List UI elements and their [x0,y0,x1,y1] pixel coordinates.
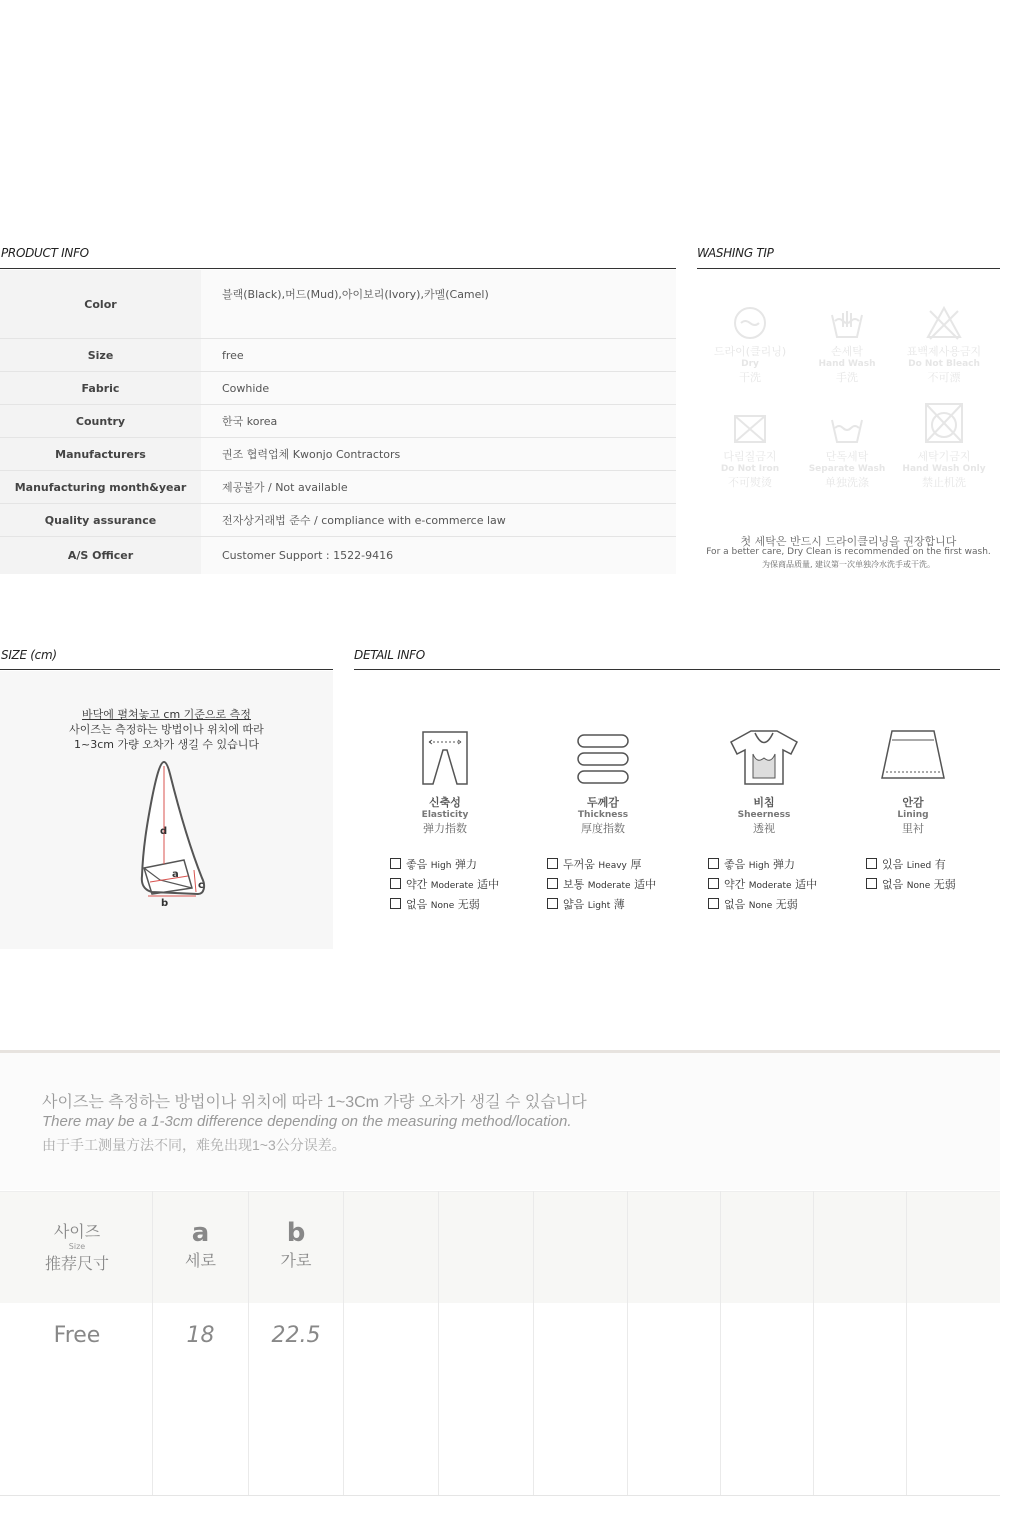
option-ko: 없음 [882,878,904,891]
option-zh: 有 [934,858,946,871]
option-elasticity-none[interactable] [390,896,480,912]
option-en: Moderate [748,881,792,891]
detail-thickness [543,732,663,836]
option-en: Lined [906,861,932,871]
size-chart-head-size [20,1219,134,1274]
wash-label-en: Hand Wash [818,359,876,369]
option-thickness-moderate[interactable] [547,876,656,892]
option-lining-lined[interactable] [866,856,946,872]
option-ko: 좋음 [724,858,746,871]
detail-sheerness [704,728,824,836]
washing-note-zh: 为保商品质量, 建议第一次单独冷水洗手或干洗。 [761,560,936,569]
option-en: Heavy [598,861,627,871]
wash-label-ko: 손세탁 [831,345,863,358]
sheerness-icon [729,728,799,788]
checkbox-icon[interactable] [708,898,719,909]
row-value: Cowhide [201,372,676,404]
size-chart-head-b [249,1218,343,1271]
washing-note-ko: 첫 세탁은 반드시 드라이클리닝을 권장합니다 [740,535,957,548]
wash-item-separate [799,410,895,490]
dim-label-a: a [172,869,179,880]
wash-label-en: Dry [741,359,759,369]
column-divider [906,1191,907,1495]
wash-label-en: Hand Wash Only [902,464,986,474]
option-ko: 좋음 [406,858,428,871]
no-bleach-icon [926,305,962,341]
detail-label-en: Lining [897,810,929,820]
option-en: Moderate [587,881,631,891]
size-chart-body-row [0,1303,1000,1496]
product-info-row-quality [0,504,676,537]
wash-label-zh: 不可漂 [927,371,961,384]
size-chart-note-zh: 由于手工测量方法不同，难免出现1~3公分误差。 [42,1137,346,1153]
wash-label-zh: 单独洗涤 [825,476,869,489]
row-key: Color [0,270,201,338]
detail-label-zh: 透视 [753,822,775,835]
thickness-icon [575,732,631,788]
detail-label-zh: 弹力指数 [423,822,467,835]
column-divider [627,1191,628,1495]
washing-title: WASHING TIP [697,246,774,260]
size-chart-note-en: There may be a 1-3cm difference depending on the measuring method/location. [42,1113,572,1130]
option-zh: 弹力 [772,858,795,871]
size-title: SIZE (cm) [1,648,57,662]
checkbox-icon[interactable] [866,858,877,869]
dim-label-d: d [160,826,168,837]
detail-label-en: Sheerness [737,810,791,820]
column-divider [813,1191,814,1495]
option-zh: 无弱 [933,878,956,891]
option-ko: 없음 [724,898,746,911]
dim-label-b: b [161,898,169,909]
checkbox-icon[interactable] [866,878,877,889]
row-key: Country [0,405,201,437]
size-chart-note-ko: 사이즈는 측정하는 방법이나 위치에 따라 1~3Cm 가량 오차가 생길 수 있습니다 [42,1094,587,1111]
checkbox-icon[interactable] [708,878,719,889]
wash-label-zh: 干洗 [739,371,761,384]
row-value: Customer Support : 1522-9416 [201,537,676,574]
option-en: None [906,881,931,891]
option-lining-none[interactable] [866,876,956,892]
washing-note-en: For a better care, Dry Clean is recommended on the first wash. [706,547,991,557]
detail-elasticity [385,728,505,836]
detail-label-ko: 신축성 [429,796,461,809]
row-key: A/S Officer [0,537,201,574]
size-chart-header-row [0,1191,1000,1304]
wash-label-ko: 세탁기금지 [917,450,971,463]
detail-title: DETAIL INFO [354,648,425,662]
checkbox-icon[interactable] [547,878,558,889]
row-value: 한국 korea [201,405,676,437]
product-info-rule [0,268,676,269]
product-info-row-size [0,339,676,372]
option-sheerness-none[interactable] [708,896,798,912]
product-info-row-mfg-date [0,471,676,504]
column-divider [343,1191,344,1495]
option-en: None [430,901,455,911]
size-note-3: 1~3cm 가량 오차가 생길 수 있습니다 [74,738,259,751]
checkbox-icon[interactable] [390,898,401,909]
wash-label-en: Do Not Iron [720,464,780,474]
column-divider [438,1191,439,1495]
option-en: High [430,861,452,871]
wash-label-ko: 드라이(클리닝) [713,345,787,358]
wash-label-zh: 不可熨烫 [728,476,772,489]
wash-item-iron [702,410,798,490]
option-en: Moderate [430,881,474,891]
column-divider [533,1191,534,1495]
size-rule [0,669,333,670]
option-ko: 없음 [406,898,428,911]
product-info-row-as [0,537,676,574]
row-key: Manufacturers [0,438,201,470]
product-info-title: PRODUCT INFO [1,246,89,260]
row-key: Fabric [0,372,201,404]
row-value: 전자상거래법 준수 / compliance with e-commerce law [201,504,676,536]
row-value: 블랙(Black),머드(Mud),아이보리(Ivory),카멜(Camel) [201,270,676,338]
wash-label-ko: 단독세탁 [825,450,869,463]
option-zh: 厚 [630,858,642,871]
option-zh: 无弱 [457,898,480,911]
option-ko: 약간 [724,878,746,891]
option-zh: 适中 [477,878,500,891]
head-label-ko: 사이즈 [53,1222,101,1241]
option-zh: 无弱 [775,898,798,911]
option-ko: 있음 [882,858,904,871]
column-label: 세로 [185,1251,216,1270]
washing-rule [697,268,1000,269]
size-chart-value-b: 22.5 [271,1323,321,1348]
detail-rule [354,669,1000,670]
option-ko: 두꺼움 [563,858,595,871]
row-value: 권조 협력업체 Kwonjo Contractors [201,438,676,470]
option-thickness-heavy[interactable] [547,856,641,872]
option-ko: 보통 [563,878,585,891]
option-zh: 弹力 [454,858,477,871]
wash-item-dry [702,305,798,385]
column-letter: b [286,1218,306,1248]
detail-label-zh: 厚度指数 [581,822,625,835]
detail-label-zh: 里衬 [902,822,924,835]
option-sheerness-high[interactable] [708,856,795,872]
detail-lining [853,728,973,836]
checkbox-icon[interactable] [708,858,719,869]
wash-item-hand [799,305,895,385]
detail-label-en: Thickness [577,810,629,820]
checkbox-icon[interactable] [390,878,401,889]
bag-diagram [130,758,220,910]
product-info-row-color [0,270,676,339]
option-elasticity-high[interactable] [390,856,477,872]
row-value: 제공불가 / Not available [201,471,676,503]
option-ko: 얇음 [563,898,585,911]
option-elasticity-moderate[interactable] [390,876,499,892]
wash-label-en: Do Not Bleach [908,359,980,369]
option-zh: 薄 [613,898,625,911]
option-en: None [748,901,773,911]
size-chart-value-a: 18 [186,1323,215,1348]
wash-label-ko: 다림질금지 [723,450,777,463]
detail-label-ko: 비침 [753,796,775,809]
option-zh: 适中 [795,878,818,891]
size-chart-row-size: Free [53,1323,101,1348]
wash-label-ko: 표백제사용금지 [906,345,982,358]
wash-label-zh: 手洗 [836,371,858,384]
product-info-row-fabric [0,372,676,405]
detail-label-en: Elasticity [421,810,469,820]
do-not-iron-icon [732,410,768,446]
checkbox-icon[interactable] [547,898,558,909]
head-label-en: Size [68,1242,86,1251]
checkbox-icon[interactable] [390,858,401,869]
option-en: High [748,861,770,871]
option-thickness-light[interactable] [547,896,625,912]
row-key: Quality assurance [0,504,201,536]
product-info-row-manufacturers [0,438,676,471]
column-divider [720,1191,721,1495]
hand-wash-icon [829,305,865,341]
separate-wash-icon [829,410,865,446]
row-key: Size [0,339,201,371]
size-chart-head-a [153,1218,248,1271]
lining-icon [878,728,948,788]
option-sheerness-moderate[interactable] [708,876,817,892]
row-key: Manufacturing month&year [0,471,201,503]
option-zh: 适中 [634,878,657,891]
head-label-zh: 推荐尺寸 [44,1254,109,1273]
product-info-row-country [0,405,676,438]
column-label: 가로 [280,1251,312,1270]
detail-label-ko: 두께감 [587,796,619,809]
elasticity-icon [420,728,470,788]
wash-item-machine [896,400,992,490]
no-machine-wash-icon [922,400,966,446]
detail-label-ko: 안감 [902,796,924,809]
option-en: Light [587,901,611,911]
option-ko: 약간 [406,878,428,891]
dim-label-c: c [198,880,204,891]
column-letter: a [191,1218,210,1248]
wash-label-zh: 禁止机洗 [922,476,966,489]
dry-clean-icon [732,305,768,341]
row-value: free [201,339,676,371]
checkbox-icon[interactable] [547,858,558,869]
wash-item-bleach [896,305,992,385]
wash-label-en: Separate Wash [808,464,886,474]
size-note-2: 사이즈는 측정하는 방법이나 위치에 따라 [69,723,264,736]
size-note-1: 바닥에 펼쳐놓고 cm 기준으로 측정 [82,708,251,721]
